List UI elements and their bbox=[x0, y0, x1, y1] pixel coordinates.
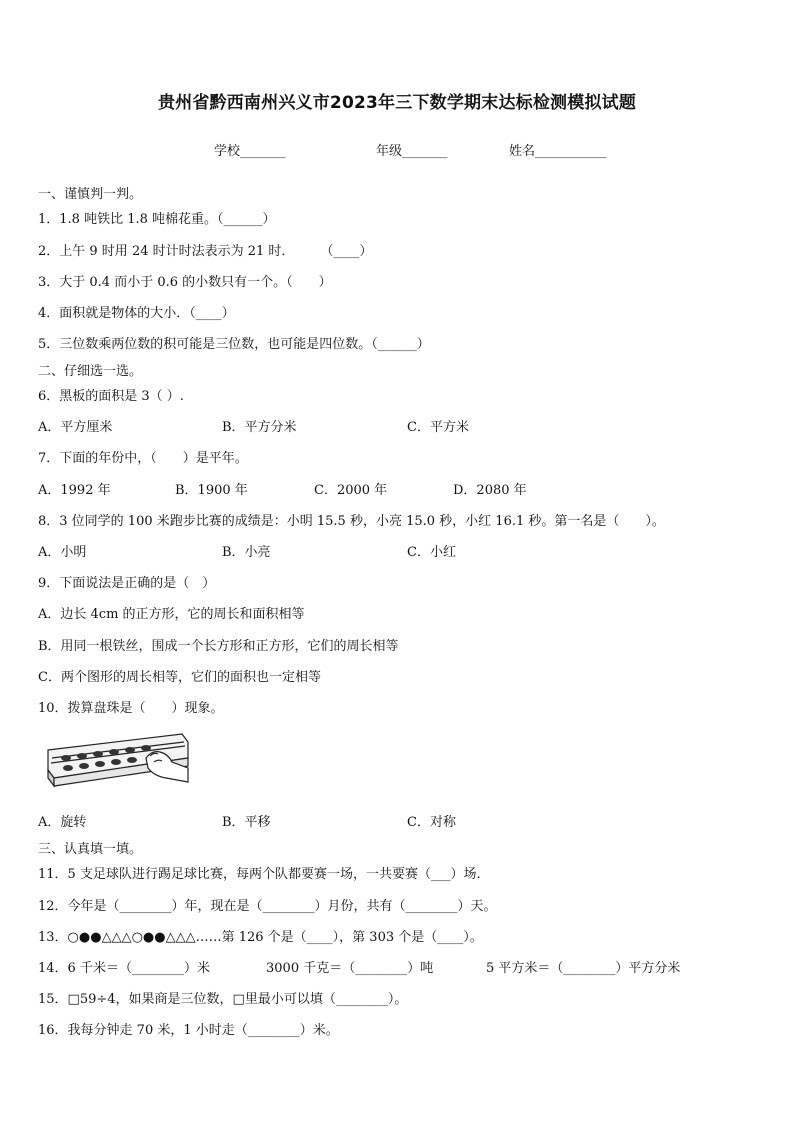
question-16: 16．我每分钟走 70 米，1 小时走（________）米。 bbox=[38, 1023, 339, 1038]
name-field: 姓名___________ bbox=[509, 144, 607, 159]
grade-field: 年级_______ bbox=[376, 144, 448, 159]
question-8-option-a: A．小明 bbox=[38, 545, 87, 560]
question-3: 3．大于 0.4 而小于 0.6 的小数只有一个。（ ） bbox=[38, 275, 332, 290]
question-7-option-a: A．1992 年 bbox=[38, 483, 111, 498]
question-7-option-c: C．2000 年 bbox=[314, 483, 388, 498]
question-8-option-c: C．小红 bbox=[407, 545, 456, 560]
question-14-part-c: 5 平方米＝（________）平方分米 bbox=[486, 961, 681, 976]
question-10-option-a: A．旋转 bbox=[38, 815, 87, 830]
question-11: 11．5 支足球队进行踢足球比赛，每两个队都要赛一场，一共要赛（___）场. bbox=[38, 867, 481, 882]
question-2: 2．上午 9 时用 24 时计时法表示为 21 时． （____） bbox=[38, 244, 373, 259]
question-6-option-b: B．平方分米 bbox=[222, 420, 297, 435]
abacus-image bbox=[42, 728, 192, 798]
question-7-option-d: D．2080 年 bbox=[453, 483, 527, 498]
question-7: 7．下面的年份中，（ ）是平年。 bbox=[38, 451, 248, 466]
question-10-option-c: C．对称 bbox=[407, 815, 456, 830]
question-9-option-b: B．用同一根铁丝，围成一个长方形和正方形，它们的周长相等 bbox=[38, 639, 399, 654]
question-4: 4．面积就是物体的大小．（____） bbox=[38, 306, 235, 321]
question-7-option-b: B．1900 年 bbox=[175, 483, 248, 498]
school-field: 学校_______ bbox=[214, 144, 286, 159]
question-6-option-a: A．平方厘米 bbox=[38, 420, 113, 435]
question-6-option-c: C．平方米 bbox=[407, 420, 469, 435]
question-6: 6．黑板的面积是 3（ ）. bbox=[38, 389, 184, 404]
question-9-option-a: A．边长 4cm 的正方形，它的周长和面积相等 bbox=[38, 607, 305, 622]
question-8-option-b: B．小亮 bbox=[222, 545, 271, 560]
question-5: 5．三位数乘两位数的积可能是三位数，也可能是四位数。（______） bbox=[38, 337, 430, 352]
question-9: 9．下面说法是正确的是（ ） bbox=[38, 576, 216, 591]
page-title: 贵州省黔西南州兴义市2023年三下数学期末达标检测模拟试题 bbox=[157, 93, 637, 113]
question-14-part-a: 14．6 千米＝（________）米 bbox=[38, 961, 210, 976]
question-14-part-b: 3000 千克＝（________）吨 bbox=[266, 961, 434, 976]
question-15: 15．□59÷4，如果商是三位数，□里最小可以填（________）。 bbox=[38, 992, 408, 1007]
question-1: 1．1.8 吨铁比 1.8 吨棉花重。（______） bbox=[38, 212, 276, 227]
question-8: 8．3 位同学的 100 米跑步比赛的成绩是：小明 15.5 秒，小亮 15.0 秒，小红 16.1 秒。第一名是（ ）。 bbox=[38, 514, 665, 529]
question-10: 10．拨算盘珠是（ ）现象。 bbox=[38, 701, 224, 716]
section-heading-choose: 二、仔细选一选。 bbox=[38, 364, 143, 379]
question-10-option-b: B．平移 bbox=[222, 815, 271, 830]
section-heading-judge: 一、谨慎判一判。 bbox=[38, 187, 143, 202]
question-13: 13．○●●△△△○●●△△△……第 126 个是（____），第 303 个是（____）。 bbox=[38, 930, 483, 945]
question-12: 12．今年是（________）年，现在是（________）月份，共有（________）天。 bbox=[38, 899, 497, 914]
section-heading-fill: 三、认真填一填。 bbox=[38, 842, 143, 857]
question-9-option-c: C．两个图形的周长相等，它们的面积也一定相等 bbox=[38, 670, 321, 685]
